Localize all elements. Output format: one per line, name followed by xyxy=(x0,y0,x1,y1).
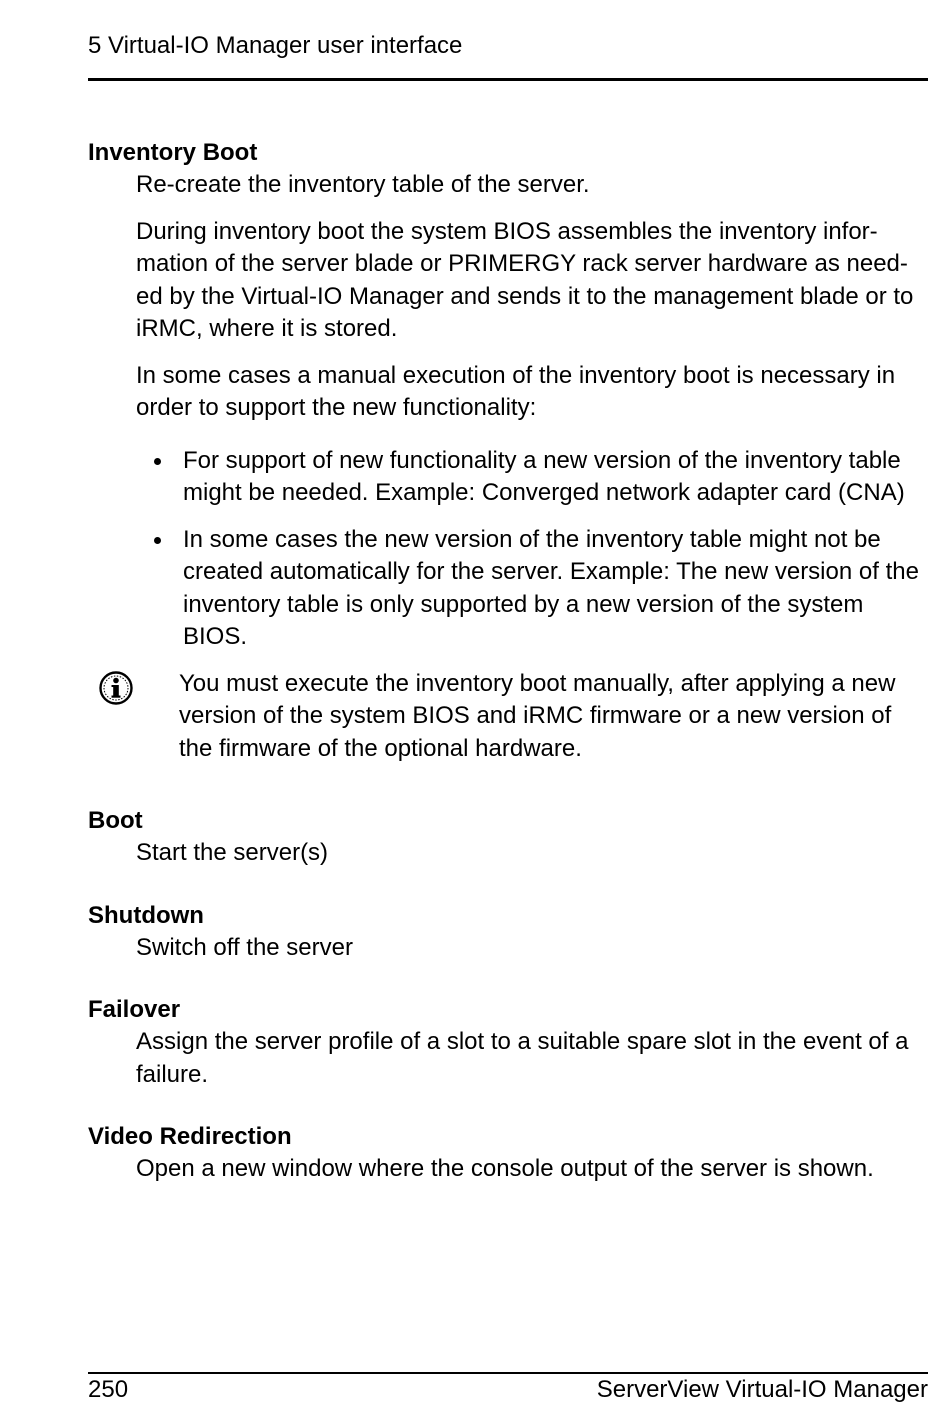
term-shutdown: Shutdown xyxy=(88,901,204,929)
description-failover xyxy=(136,1026,928,1091)
note-box xyxy=(88,668,928,766)
paragraph: Open a new window where the console output of the server is shown. xyxy=(136,1155,874,1182)
entry-shutdown xyxy=(88,900,928,965)
product-name: ServerView Virtual-IO Manager xyxy=(596,1376,928,1403)
paragraph: In some cases a manual execution of the inventory boot is necessary in order to support the new functionality: xyxy=(136,361,896,421)
list-item xyxy=(183,524,928,654)
term-video-redirection: Video Redirection xyxy=(88,1123,292,1150)
note-text: You must execute the inventory boot manually, after applying a new version of the system BIOS and iRMC firmware or a new version of the firmware of the optional hardware. xyxy=(179,669,896,762)
entry-boot xyxy=(88,805,928,870)
paragraph: Start the server(s) xyxy=(136,839,329,866)
page-number: 250 xyxy=(88,1376,129,1403)
term-boot: Boot xyxy=(88,807,143,834)
description-shutdown xyxy=(136,932,928,965)
header-rule xyxy=(88,78,928,81)
list-item-text: In some cases the new version of the inventory table might not be created automatically for the server. Example: The new version of the inventory table is only supported by a new version of the system BIOS. xyxy=(183,525,919,650)
entry-failover xyxy=(88,994,928,1091)
bullet-dot xyxy=(154,537,161,544)
bullet-list xyxy=(136,445,928,654)
info-icon xyxy=(98,670,134,706)
description-video-redirection xyxy=(136,1153,928,1186)
page-content xyxy=(88,137,928,1210)
paragraph: Switch off the server xyxy=(136,933,353,961)
paragraph: Assign the server profile of a slot to a suitable spare slot in the event of a failure. xyxy=(136,1028,909,1088)
list-item xyxy=(183,445,928,510)
description-boot xyxy=(136,837,928,870)
term-inventory-boot: Inventory Boot xyxy=(88,139,258,166)
description-inventory-boot xyxy=(136,169,928,654)
list-item-text: For support of new functionality a new version of the inventory table might be needed. Example: Converged network adapter card (CNA) xyxy=(183,446,905,506)
entry-video-redirection xyxy=(88,1121,928,1186)
footer-rule xyxy=(88,1372,928,1374)
paragraph: During inventory boot the system BIOS assembles the inventory infor-mation of the server blade or PRIMERGY rack server hardware as need-ed by the Virtual-IO Manager and sends it to the management blade or to iRMC, where it is stored. xyxy=(136,217,914,342)
entry-inventory-boot xyxy=(88,137,928,765)
term-failover: Failover xyxy=(88,996,181,1023)
bullet-dot xyxy=(154,458,161,465)
paragraph: Re-create the inventory table of the server. xyxy=(136,171,590,198)
running-header: 5 Virtual-IO Manager user interface xyxy=(88,32,463,59)
